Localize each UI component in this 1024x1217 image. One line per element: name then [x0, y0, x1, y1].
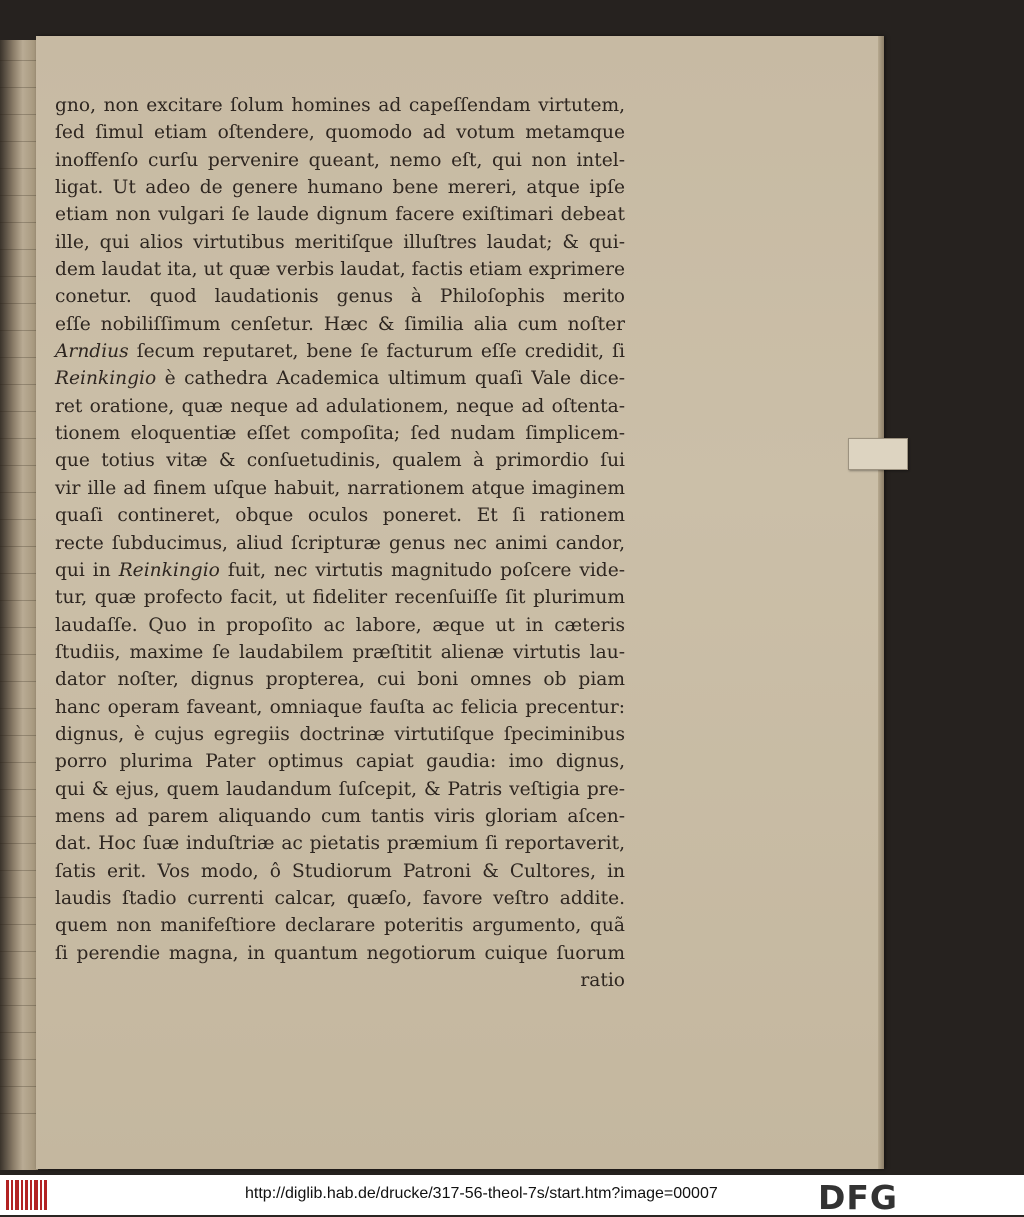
page-edge-line: [0, 843, 38, 844]
page-edge-line: [0, 654, 38, 655]
page-edge-line: [0, 1032, 38, 1033]
page-edge-line: [0, 519, 38, 520]
page-right-edge: [878, 36, 884, 1169]
text-line: ſtudiis, maxime ſe laudabilem præſtitit alienæ virtutis lau-: [55, 641, 625, 663]
page-edge-line: [0, 276, 38, 277]
text-line: qui & ejus, quem laudandum ſuſcepit, & Patris veſtigia pre-: [55, 778, 625, 800]
page-edge-line: [0, 141, 38, 142]
page-edge-line: [0, 1086, 38, 1087]
catchword: ratio: [580, 970, 625, 991]
paper-tab-marker: [848, 438, 908, 470]
text-line: inoffenſo curſu pervenire queant, nemo eſt, qui non intel-: [55, 149, 625, 171]
text-line: qui in Reinkingio fuit, nec virtutis magnitudo poſcere vide-: [55, 559, 625, 581]
text-line: ſatis erit. Vos modo, ô Studiorum Patroni & Cultores, in: [55, 860, 625, 882]
text-line: eſſe nobiliſſimum cenſetur. Hæc & ſimilia alia cum noſter: [55, 313, 625, 335]
page-edge-line: [0, 168, 38, 169]
text-line: conetur. quod laudationis genus à Philoſophis merito: [55, 286, 625, 308]
page-edge-line: [0, 708, 38, 709]
text-line: mens ad parem aliquando cum tantis viris gloriam aſcen-: [55, 805, 625, 827]
page-edge-line: [0, 411, 38, 412]
page-edge-line: [0, 546, 38, 547]
page-edge-line: [0, 222, 38, 223]
text-line: Arndius ſecum reputaret, bene ſe facturum eſſe credidit, ſi: [55, 341, 625, 363]
text-line: laudaſſe. Quo in propoſito ac labore, æque ut in cæteris: [55, 614, 625, 636]
text-line: porro plurima Pater optimus capiat gaudia: imo dignus,: [55, 751, 625, 773]
page-edge-line: [0, 600, 38, 601]
text-line: ligat. Ut adeo de genere humano bene mereri, atque ipſe: [55, 177, 625, 199]
page-edge-line: [0, 978, 38, 979]
page-edge-line: [0, 87, 38, 88]
page-edge-line: [0, 762, 38, 763]
page-edge-line: [0, 573, 38, 574]
page-edge-line: [0, 357, 38, 358]
page-edge-line: [0, 330, 38, 331]
page-edge-line: [0, 249, 38, 250]
page-edge-line: [0, 465, 38, 466]
page-edge-line: [0, 60, 38, 61]
text-line: recte ſubducimus, aliud ſcripturæ genus nec animi candor,: [55, 532, 625, 554]
footer-bar: [0, 1175, 1024, 1215]
page-edge-line: [0, 303, 38, 304]
page-edge-line: [0, 924, 38, 925]
text-line: ille, qui alios virtutibus meritiſque illuſtres laudat; & qui-: [55, 231, 625, 253]
page-edge-line: [0, 384, 38, 385]
page-edge-line: [0, 1059, 38, 1060]
text-line: etiam non vulgari ſe laude dignum facere exiſtimari debeat: [55, 204, 625, 226]
page-edge-line: [0, 681, 38, 682]
text-line: quaſi contineret, obque oculos poneret. Et ſi rationem: [55, 505, 625, 527]
page-edge-line: [0, 735, 38, 736]
source-url-link[interactable]: http://diglib.hab.de/drucke/317-56-theol-7s/start.htm?image=00007: [245, 1185, 718, 1202]
page-edge-line: [0, 816, 38, 817]
adjacent-page-edge: [0, 40, 38, 1170]
text-line: Reinkingio è cathedra Academica ultimum quaſi Vale dice-: [55, 368, 625, 390]
text-line: laudis ſtadio currenti calcar, quæſo, favore veſtro addite.: [55, 887, 625, 909]
text-line: que totius vitæ & conſuetudinis, qualem à primordio ſui: [55, 450, 625, 472]
page-edge-line: [0, 1113, 38, 1114]
barcode-icon: [6, 1180, 48, 1210]
text-line: vir ille ad finem uſque habuit, narrationem atque imaginem: [55, 477, 625, 499]
text-line: ſed ſimul etiam oſtendere, quomodo ad votum metamque: [55, 122, 625, 144]
page-edge-line: [0, 195, 38, 196]
page-edge-line: [0, 627, 38, 628]
page-edge-line: [0, 870, 38, 871]
text-line: dator noſter, dignus propterea, cui boni omnes ob piam: [55, 669, 625, 691]
text-line: tionem eloquentiæ eſſet compoſita; ſed nudam ſimplicem-: [55, 423, 625, 445]
text-line: dignus, è cujus egregiis doctrinæ virtutiſque ſpeciminibus: [55, 723, 625, 745]
page-edge-line: [0, 789, 38, 790]
text-line: dat. Hoc ſuæ induſtriæ ac pietatis præmium ſi reportaverit,: [55, 833, 625, 855]
text-line: dem laudat ita, ut quæ verbis laudat, factis etiam exprimere: [55, 259, 625, 281]
text-line: gno, non excitare ſolum homines ad capeſſendam virtutem,: [55, 95, 625, 116]
page-edge-line: [0, 492, 38, 493]
text-line: hanc operam faveant, omniaque fauſta ac felicia precentur:: [55, 696, 625, 718]
text-line: ſi perendie magna, in quantum negotiorum cuique ſuorum: [55, 942, 625, 964]
dfg-logo: DFG: [818, 1178, 899, 1217]
page-edge-line: [0, 1005, 38, 1006]
text-line: quem non manifeſtiore declarare poteritis argumento, quã: [55, 915, 625, 937]
page-text: [55, 92, 625, 994]
page-edge-line: [0, 951, 38, 952]
text-line: tur, quæ profecto facit, ut fideliter recenſuiſſe ſit plurimum: [55, 587, 625, 609]
text-line: ret oratione, quæ neque ad adulationem, neque ad oſtenta-: [55, 395, 625, 417]
page-edge-line: [0, 438, 38, 439]
page-edge-line: [0, 897, 38, 898]
page-edge-line: [0, 114, 38, 115]
